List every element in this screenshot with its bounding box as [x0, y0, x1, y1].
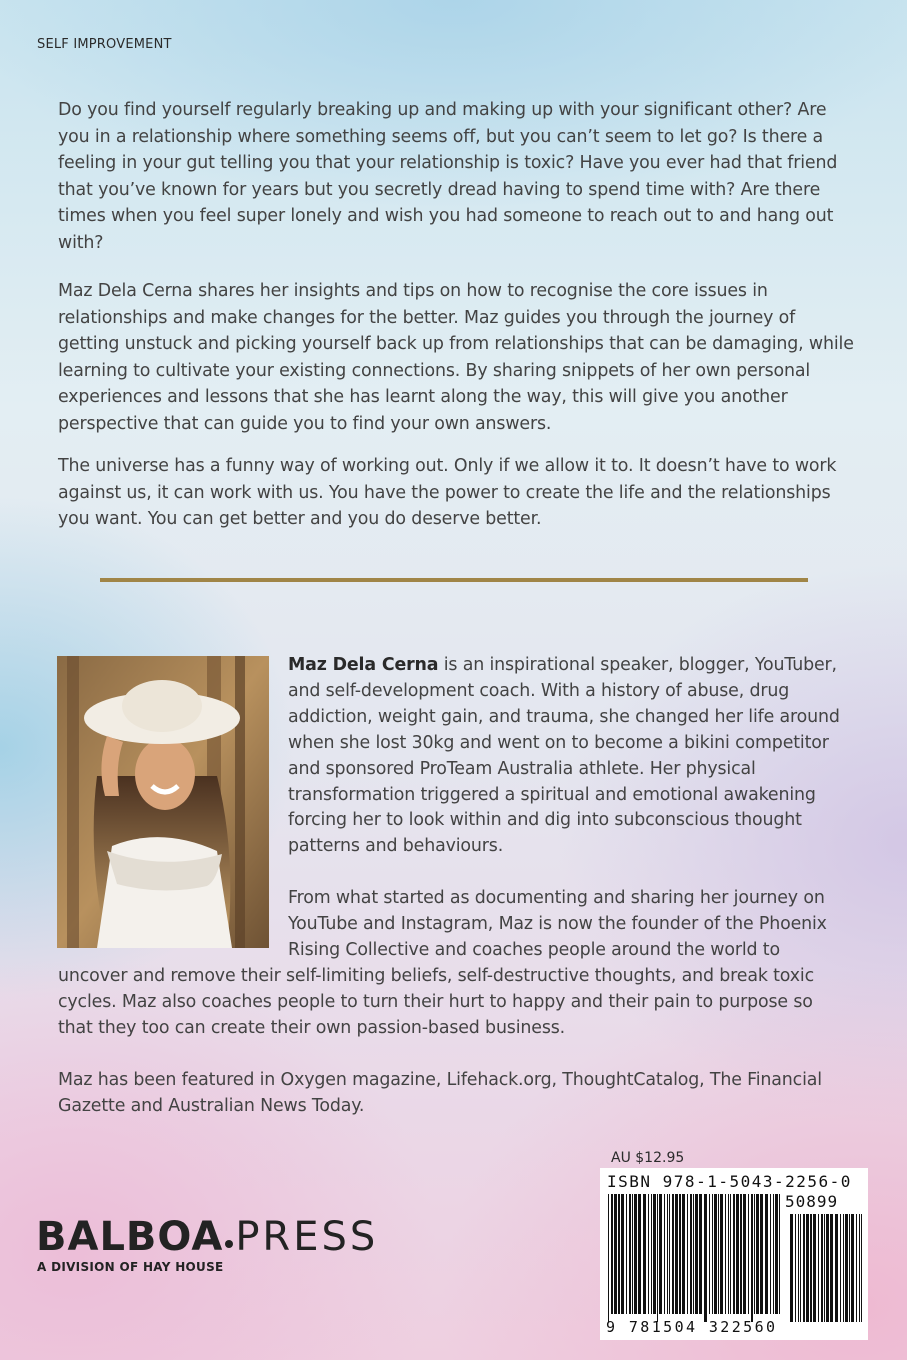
- barcode-bar: [725, 1194, 726, 1314]
- barcode-addon-bar: [830, 1214, 833, 1322]
- barcode-addon-bar: [803, 1214, 805, 1322]
- author-bio: [58, 653, 852, 1146]
- barcode-bar: [621, 1194, 624, 1314]
- barcode-bar: [718, 1194, 719, 1314]
- barcode-bar: [679, 1194, 681, 1314]
- barcode-bar: [675, 1194, 678, 1314]
- barcode-bar: [669, 1194, 670, 1314]
- bio-paragraph-3: Maz has been featured in Oxygen magazine, Lifehack.org, ThoughtCatalog, The Financial Gazette and Australian News Today.: [58, 1069, 822, 1116]
- barcode-addon-bar: [840, 1214, 841, 1322]
- barcode-bar: [653, 1194, 656, 1314]
- barcode-bar: [733, 1194, 735, 1314]
- barcode-addon-bar: [821, 1214, 823, 1322]
- barcode-addon-bar: [859, 1214, 860, 1322]
- barcode-bar: [748, 1194, 749, 1314]
- publisher-division: A DIVISION OF HAY HOUSE: [37, 1260, 224, 1274]
- barcode-addon-bar: [813, 1214, 816, 1322]
- bio-paragraph-1-text: is an inspirational speaker, blogger, YouTuber, and self-development coach. With a history of abuse, drug addiction, weight gain, and trauma, she changed her life around when she lost 30kg and went on to become a bikini competitor and sponsored ProTeam Australia athlete. Her physical transformation triggered a spiritual and emotional awakening forcing her to look within and dig into subconscious thought patterns and behaviours.: [288, 655, 840, 857]
- barcode-addon-bar: [818, 1214, 819, 1322]
- barcode-bar: [760, 1194, 763, 1314]
- barcode-bar: [754, 1194, 755, 1314]
- barcode-addon-bar: [843, 1214, 844, 1322]
- publisher-name-bold: BALBOA: [36, 1214, 224, 1260]
- barcode-bar: [693, 1194, 694, 1314]
- barcode-bar: [634, 1194, 637, 1314]
- barcode-bar: [773, 1194, 774, 1314]
- blurb-paragraph-2: Maz Dela Cerna shares her insights and tips on how to recognise the core issues in relationships and make changes for the better. Maz guides you through the journey of getting unstuck and picking yourself back up from relationships that can be damaging, while learning to cultivate your existing connections. By sharing snippets of her own personal experiences and lessons that she has learnt along the way, this will give you another perspective that can guide you to find your own answers.: [58, 281, 854, 434]
- barcode-addon-bar: [826, 1214, 829, 1322]
- barcode-bar: [704, 1194, 707, 1322]
- category-label: SELF IMPROVEMENT: [37, 37, 172, 52]
- barcode-bar: [629, 1194, 631, 1314]
- barcode-addon-bar: [800, 1214, 801, 1322]
- logo-dot: [225, 1240, 233, 1248]
- ean-number: 9 781504 322560: [606, 1318, 778, 1336]
- barcode-bar: [618, 1194, 620, 1314]
- barcode-bar: [779, 1194, 780, 1314]
- barcode-bar: [608, 1194, 609, 1322]
- barcode-bar: [657, 1194, 658, 1322]
- barcode-bar: [611, 1194, 613, 1314]
- barcode-bar: [736, 1194, 739, 1314]
- section-divider: [100, 578, 808, 582]
- barcode-bar: [730, 1194, 731, 1314]
- barcode-bar: [699, 1194, 702, 1314]
- barcode-bar: [643, 1194, 646, 1314]
- bio-paragraph-2: From what started as documenting and sharing her journey on YouTube and Instagram, Maz is now the founder of the Phoenix Rising Collective and coaches people around the world to uncover and remove their self-limiting beliefs, self-destructive thoughts, and break toxic cycles. Maz also coaches people to turn their hurt to happy and their pain to purpose so that they too can create their own passion-based business.: [58, 888, 827, 1038]
- publisher-name-light: PRESS: [235, 1214, 379, 1260]
- publisher-logo: [36, 1214, 378, 1260]
- barcode-addon-bar: [845, 1214, 848, 1322]
- barcode-addon-bar: [835, 1214, 838, 1322]
- barcode-bar: [714, 1194, 717, 1314]
- photo-wrap-spacer: [58, 653, 288, 953]
- barcode-addon-bar: [851, 1214, 854, 1322]
- barcode-addon-bar: [798, 1214, 799, 1322]
- barcode-bar: [632, 1194, 633, 1314]
- barcode-bar: [626, 1194, 627, 1314]
- barcode-bar: [770, 1194, 771, 1314]
- barcode-bar: [672, 1194, 674, 1314]
- barcode-bar: [664, 1194, 665, 1314]
- barcode-bar: [756, 1194, 759, 1314]
- barcode-bar: [709, 1194, 710, 1314]
- blurb-paragraph-1: Do you find yourself regularly breaking up and making up with your significant other? Are you in a relationship where something seems off, but you can’t seem to let go? Is there a feeling in your gut telling you that your relationship is toxic? Have you ever had that friend that you’ve known for years but you secretly dread having to spend time with? Are there times when you feel super lonely and wish you had someone to reach out to and hang out with?: [58, 100, 838, 253]
- barcode-bar: [638, 1194, 641, 1314]
- price-addon-code: 50899: [785, 1192, 839, 1211]
- isbn-number: ISBN 978-1-5043-2256-0: [607, 1172, 852, 1191]
- blurb-paragraph-3: The universe has a funny way of working out. Only if we allow it to. It doesn’t have to work against us, it can work with us. You have the power to create the life and the relationships you want. You can get better and you do deserve better.: [58, 456, 837, 530]
- barcode-bar: [720, 1194, 723, 1314]
- barcode-bar: [614, 1194, 617, 1314]
- barcode-addon-bar: [824, 1214, 825, 1322]
- barcode-bar: [687, 1194, 688, 1314]
- barcode-addon-bar: [790, 1214, 793, 1322]
- barcode-bar: [740, 1194, 742, 1314]
- barcode-bar: [751, 1194, 753, 1322]
- barcode-addon-bar: [810, 1214, 812, 1322]
- barcode-bar: [648, 1194, 649, 1314]
- barcode-addon-bar: [806, 1214, 809, 1322]
- barcode-bar: [682, 1194, 685, 1314]
- barcode-bar: [743, 1194, 746, 1314]
- barcode-bar: [775, 1194, 778, 1314]
- barcode-bar: [651, 1194, 652, 1314]
- barcode-bar: [712, 1194, 713, 1314]
- barcode-bar: [659, 1194, 662, 1314]
- barcode-bar: [695, 1194, 698, 1314]
- barcode-addon-bar: [795, 1214, 796, 1322]
- price-label: AU $12.95: [611, 1150, 685, 1166]
- barcode-bar: [667, 1194, 668, 1314]
- barcode-addon-bar: [856, 1214, 857, 1322]
- barcode-bar: [690, 1194, 692, 1314]
- barcode-bar: [765, 1194, 768, 1314]
- barcode-addon-bar: [849, 1214, 850, 1322]
- barcode-bar: [728, 1194, 729, 1314]
- barcode-addon-bar: [861, 1214, 862, 1322]
- author-name: Maz Dela Cerna: [288, 655, 439, 675]
